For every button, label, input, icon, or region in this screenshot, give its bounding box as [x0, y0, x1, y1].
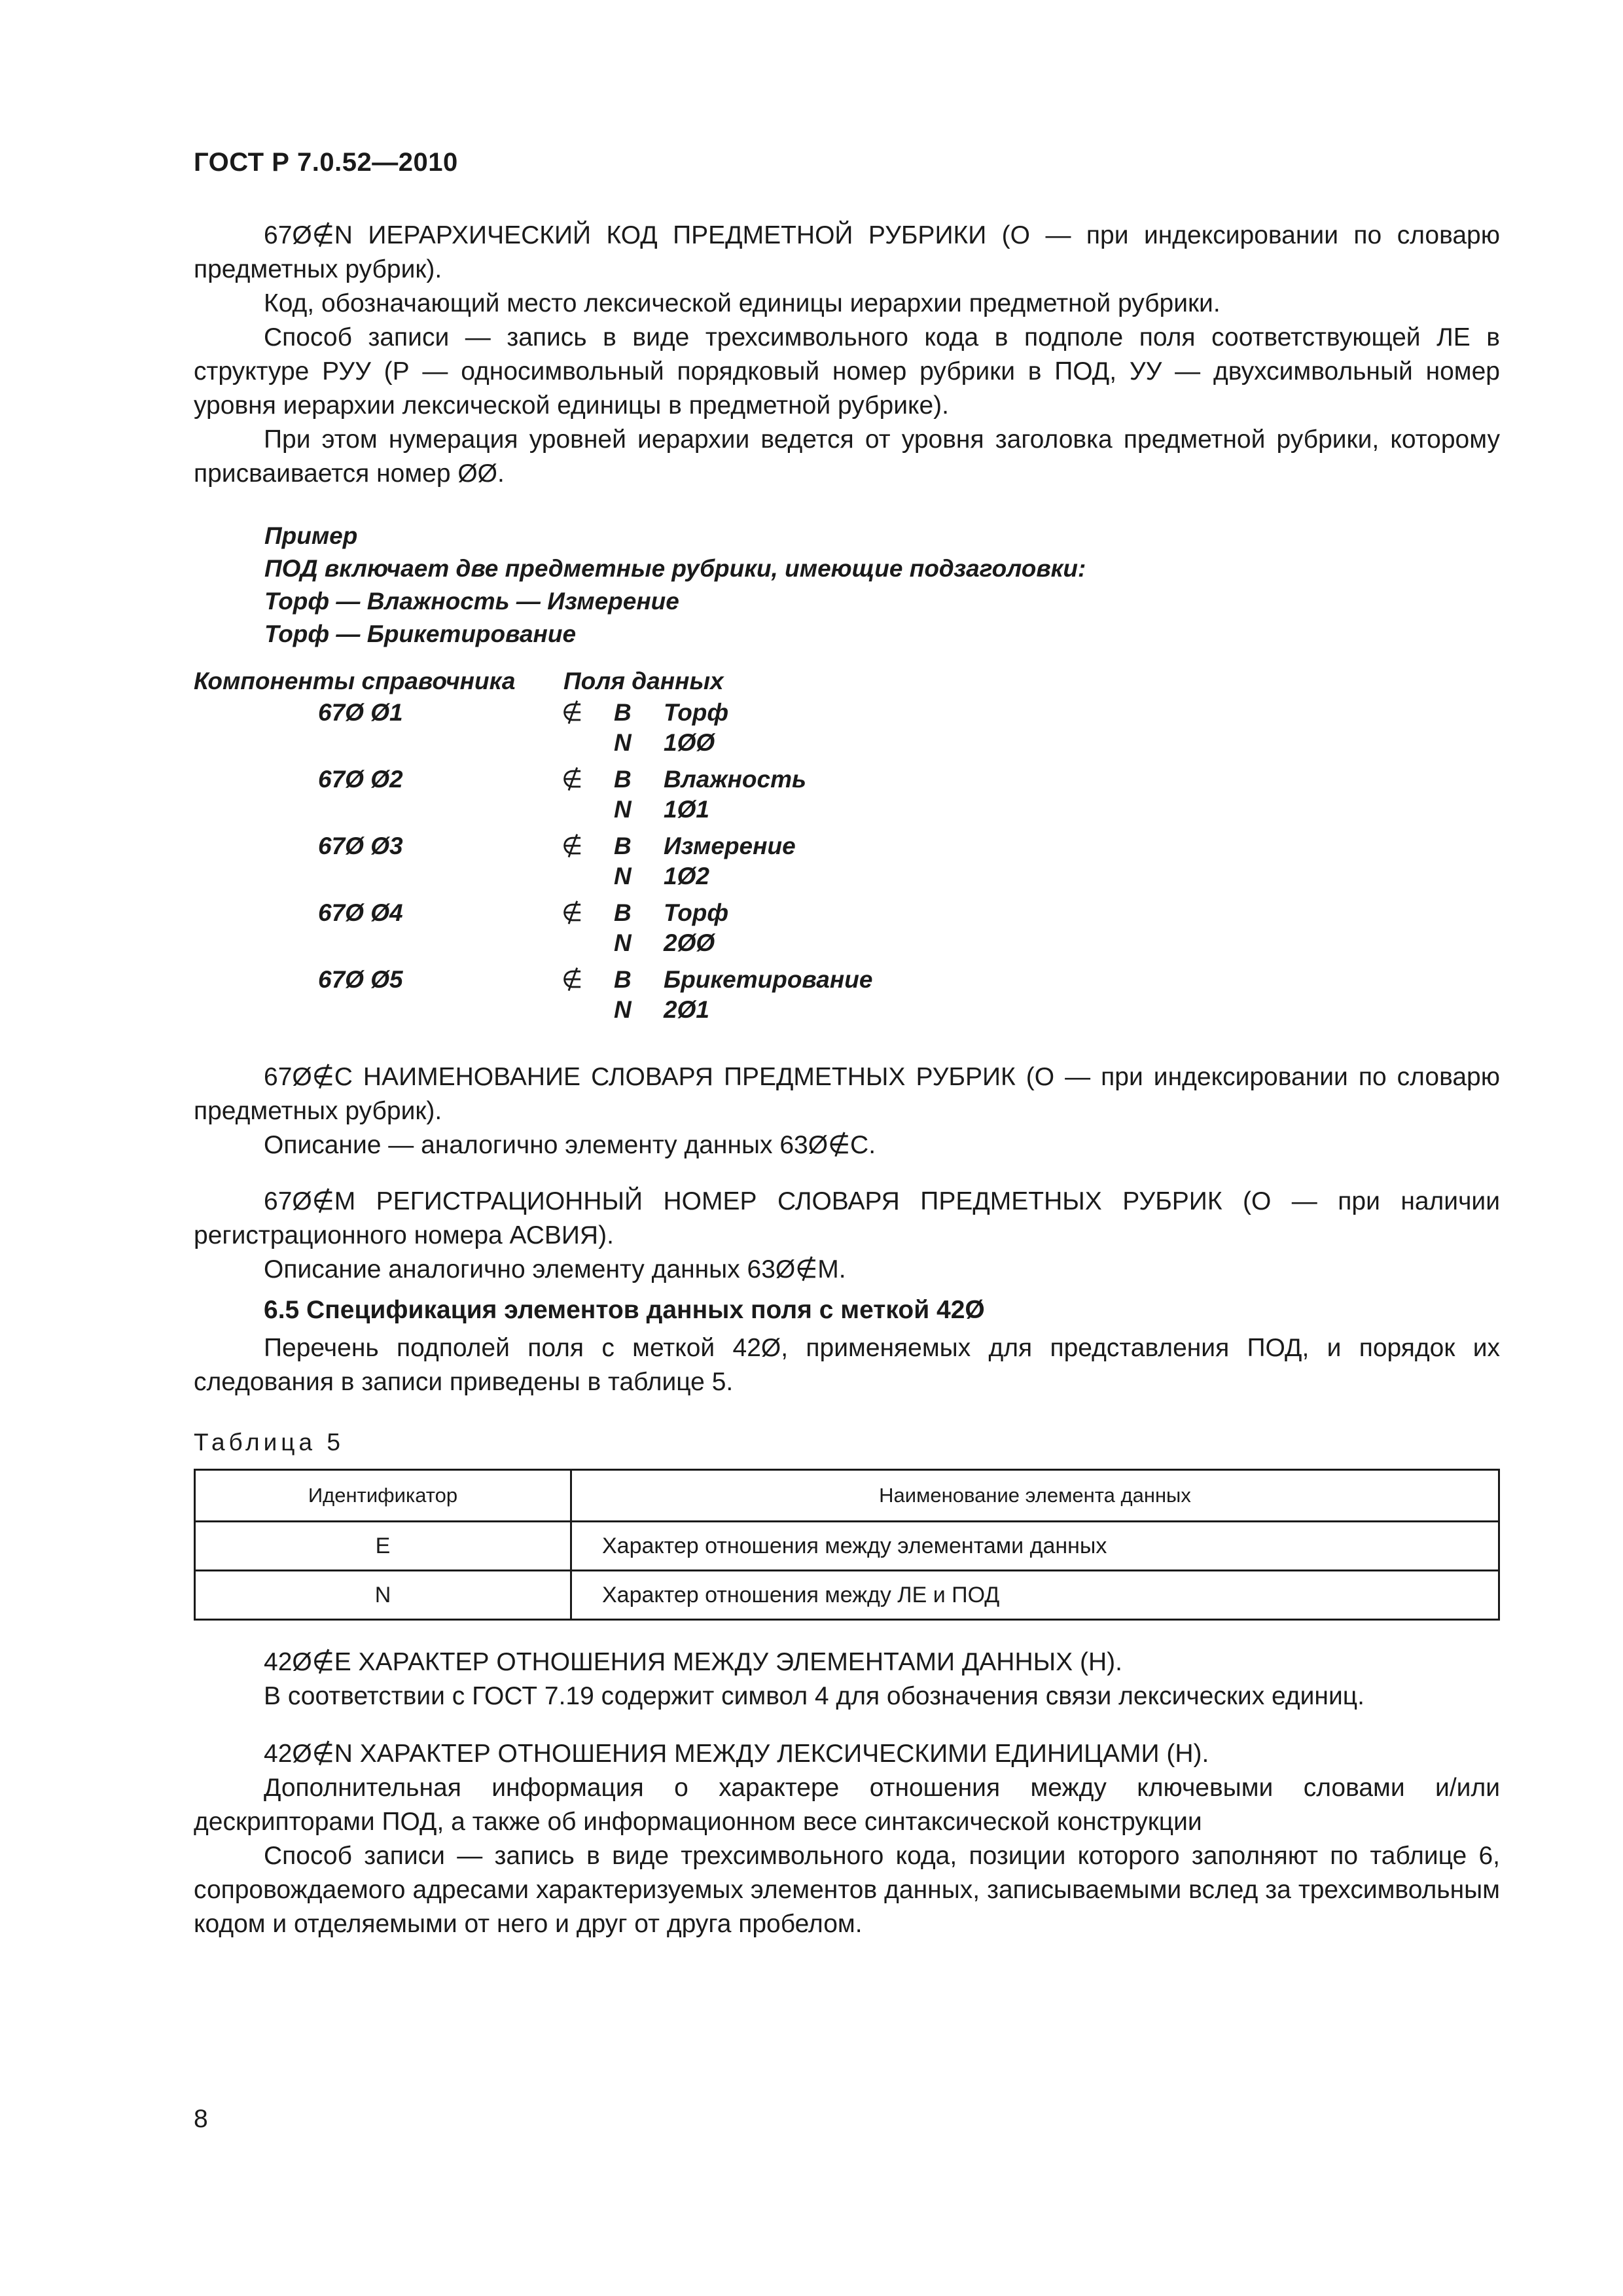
paragraph-recording-method: Способ записи — запись в виде трехсимвольного кода в подполе поля соответствующей ЛЕ в структуре РУУ (Р — односимвольный порядковый номер рубрики в ПОД, УУ — двухсимвольный номер уровня иерархии лексической единицы в предметной рубрике). [194, 323, 1500, 420]
not-element-symbol: ∉ [562, 966, 583, 993]
table-header-cell: Наименование элемента данных [571, 1470, 1499, 1522]
paragraph-additional-info: Дополнительная информация о характере отношения между ключевыми словами и/или дескрипторами ПОД, а также об информационном весе синтаксической конструкции [194, 1774, 1500, 1836]
paragraph-670c [194, 1060, 1500, 1128]
element-code: 42Ø∉E [264, 1648, 351, 1676]
subfield-b: B [614, 966, 632, 993]
subfield-n-value: 2Ø1 [664, 996, 709, 1023]
paragraph-670n [194, 219, 1500, 287]
paragraph-description: В соответствии с ГОСТ 7.19 содержит символ 4 для обозначения связи лексических единиц. [264, 1682, 1364, 1710]
subfield-n-value: 2ØØ [664, 929, 715, 956]
subfield-b-value: Брикетирование [664, 966, 873, 993]
not-element-symbol: ∉ [562, 766, 583, 793]
element-code: 67Ø∉N [264, 221, 353, 249]
table-caption: Таблица 5 [194, 1429, 344, 1456]
table-cell: N [195, 1571, 571, 1620]
element-title: ХАРАКТЕР ОТНОШЕНИЯ МЕЖДУ ЭЛЕМЕНТАМИ ДАННЫХ (Н). [358, 1648, 1122, 1676]
element-title: НАИМЕНОВАНИЕ СЛОВАРЯ ПРЕДМЕТНЫХ РУБРИК (О — при индексировании по словарю предметных рубрик). [194, 1063, 1500, 1125]
example-block [264, 520, 1500, 651]
directory-entries [194, 698, 1500, 1025]
table-cell: Характер отношения между элементами данных [571, 1522, 1499, 1571]
section-heading: 6.5 Спецификация элементов данных поля с меткой 42Ø [264, 1296, 985, 1324]
subfield-b-value: Измерение [664, 833, 796, 859]
paragraph-numbering: При этом нумерация уровней иерархии ведется от уровня заголовка предметной рубрики, которому присваивается номер ØØ. [194, 425, 1500, 488]
entry-code: 67Ø Ø2 [318, 766, 403, 793]
entry-code: 67Ø Ø5 [318, 966, 403, 993]
data-elements-table [194, 1469, 1500, 1621]
subfield-b-value: Торф [664, 899, 729, 926]
example-label: Пример [264, 522, 358, 549]
table-cell: Характер отношения между ЛЕ и ПОД [571, 1571, 1499, 1620]
subfield-b-value: Влажность [664, 766, 806, 793]
paragraph-670m [194, 1185, 1500, 1253]
subfield-n: N [614, 929, 632, 956]
directory-entry [194, 831, 1500, 891]
paragraph-description: Код, обозначающий место лексической единицы иерархии предметной рубрики. [264, 289, 1221, 317]
table-row [195, 1522, 1499, 1571]
not-element-symbol: ∉ [562, 899, 583, 926]
table-header-cell: Идентификатор [195, 1470, 571, 1522]
subfield-n: N [614, 729, 632, 756]
element-code: 67Ø∉M [264, 1187, 356, 1215]
directory-header [194, 665, 1500, 698]
example-line: ПОД включает две предметные рубрики, имеющие подзаголовки: [264, 555, 1086, 582]
subfield-n: N [614, 796, 632, 823]
directory-entry [194, 965, 1500, 1025]
entry-code: 67Ø Ø1 [318, 699, 403, 726]
entry-code: 67Ø Ø3 [318, 833, 403, 859]
table-row [195, 1571, 1499, 1620]
element-title: ИЕРАРХИЧЕСКИЙ КОД ПРЕДМЕТНОЙ РУБРИКИ (О — при индексировании по словарю предметных рубрик). [194, 221, 1500, 283]
directory-components-heading: Компоненты справочника [194, 668, 516, 694]
subfield-b: B [614, 833, 632, 859]
subfield-b: B [614, 699, 632, 726]
subfield-n: N [614, 863, 632, 889]
table-header-row [195, 1470, 1499, 1522]
directory-entry [194, 898, 1500, 958]
standard-header: ГОСТ Р 7.0.52—2010 [194, 148, 458, 177]
element-title: РЕГИСТРАЦИОННЫЙ НОМЕР СЛОВАРЯ ПРЕДМЕТНЫХ РУБРИК (О — при наличии регистрационного номера АСВИЯ). [194, 1187, 1500, 1249]
paragraph-recording-method: Способ записи — запись в виде трехсимвольного кода, позиции которого заполняют по таблице 6, сопровождаемого адресами характеризуемых элементов данных, записываемыми вслед за трехсимвольным кодом и отделяемыми от него и друг от друга пробелом. [194, 1842, 1500, 1938]
table-cell: E [195, 1522, 571, 1571]
subfield-n: N [614, 996, 632, 1023]
not-element-symbol: ∉ [562, 833, 583, 859]
page-number: 8 [194, 2105, 208, 2133]
element-title: ХАРАКТЕР ОТНОШЕНИЯ МЕЖДУ ЛЕКСИЧЕСКИМИ ЕДИНИЦАМИ (Н). [359, 1740, 1209, 1768]
paragraph-section-intro: Перечень подполей поля с меткой 42Ø, применяемых для представления ПОД, и порядок их следования в записи приведены в таблице 5. [194, 1334, 1500, 1396]
subfield-b: B [614, 766, 632, 793]
example-line: Торф — Брикетирование [264, 620, 577, 647]
subfield-n-value: 1Ø2 [664, 863, 709, 889]
directory-fields-heading: Поля данных [563, 668, 724, 694]
paragraph-420n [194, 1737, 1500, 1771]
subfield-b-value: Торф [664, 699, 729, 726]
subfield-n-value: 1Ø1 [664, 796, 709, 823]
entry-code: 67Ø Ø4 [318, 899, 403, 926]
directory-entry [194, 764, 1500, 825]
directory-entry [194, 698, 1500, 758]
element-code: 67Ø∉C [264, 1063, 353, 1091]
page-content [194, 219, 1500, 1941]
subfield-n-value: 1ØØ [664, 729, 715, 756]
subfield-b: B [614, 899, 632, 926]
not-element-symbol: ∉ [562, 699, 583, 726]
paragraph-description: Описание — аналогично элементу данных 63Ø∉C. [264, 1131, 876, 1159]
element-code: 42Ø∉N [264, 1740, 353, 1768]
paragraph-420e [194, 1645, 1500, 1679]
example-line: Торф — Влажность — Измерение [264, 588, 679, 615]
paragraph-description: Описание аналогично элементу данных 63Ø∉M. [264, 1255, 846, 1283]
